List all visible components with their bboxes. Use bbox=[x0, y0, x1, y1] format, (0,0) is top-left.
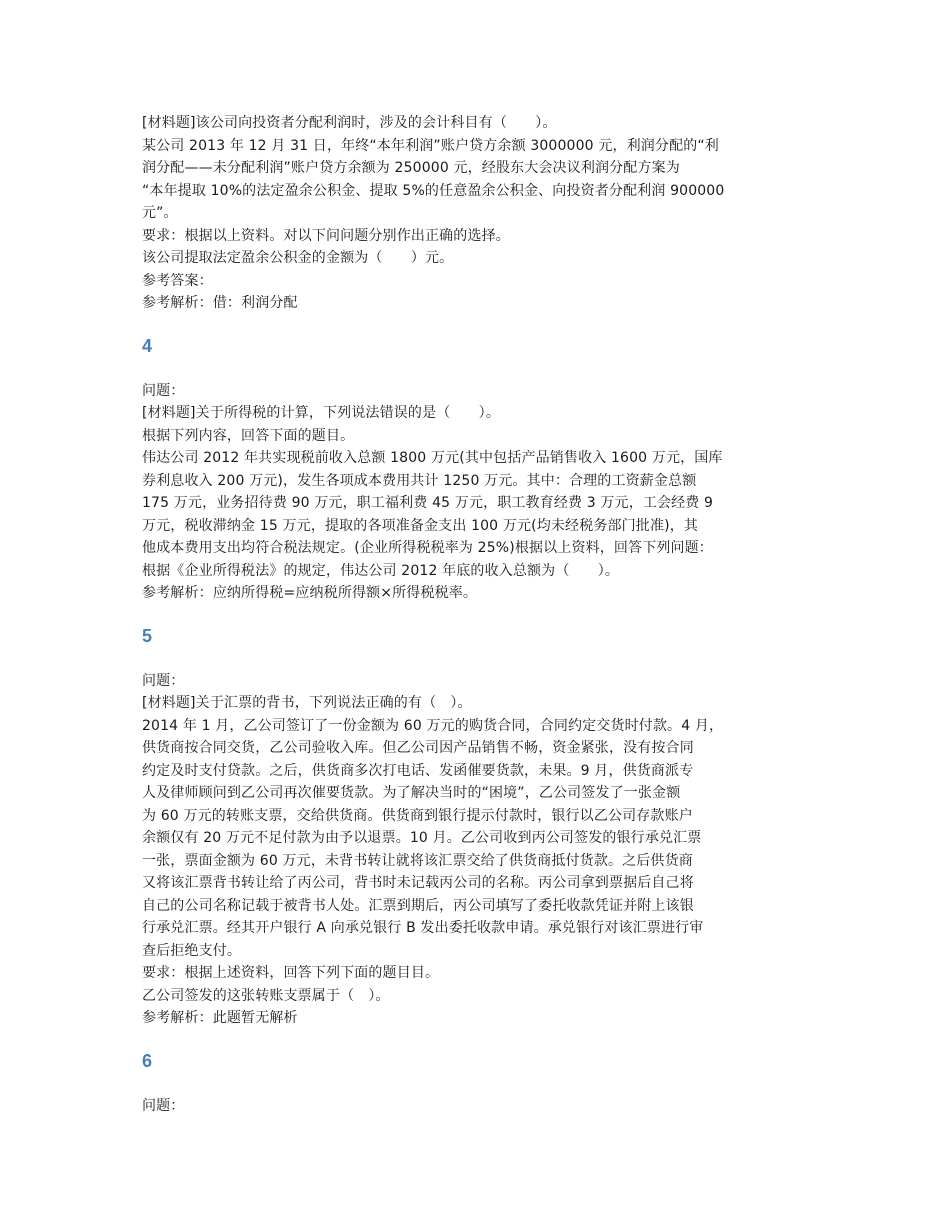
material-text: 券利息收入 200 万元)，发生各项成本费用共计 1250 万元。其中：合理的工资薪金总额 bbox=[142, 472, 697, 489]
question-label: 问题： bbox=[142, 1097, 185, 1114]
material-text: 余额仅有 20 万元不足付款为由予以退票。10 月。乙公司收到丙公司签发的银行承兑汇票 bbox=[142, 830, 702, 846]
question-4 bbox=[142, 380, 812, 605]
material-text: 一张，票面金额为 60 万元，未背书转让就将该汇票交给了供货商抵付货款。之后供货商 bbox=[142, 852, 693, 869]
material-text: 又将该汇票背书转让给了丙公司，背书时未记载丙公司的名称。丙公司拿到票据后自己将 bbox=[142, 875, 694, 891]
material-text: 供货商按合同交货，乙公司验收入库。但乙公司因产品销售不畅，资金紧张，没有按合同 bbox=[142, 740, 694, 756]
question-text: 该公司提取法定盈余公积金的金额为（ ）元。 bbox=[142, 250, 454, 266]
material-text: 人及律师顾问到乙公司再次催要货款。为了解决当时的“困境”，乙公司签发了一张金额 bbox=[142, 785, 681, 801]
question-3-tail bbox=[142, 112, 812, 315]
question-text: 乙公司签发的这张转账支票属于（ ）。 bbox=[142, 987, 390, 1004]
instruction-text: 根据下列内容，回答下面的题目。 bbox=[142, 427, 355, 444]
material-text: 行承兑汇票。经其开户银行 A 向承兑银行 B 发出委托收款申请。承兑银行对该汇票进行审 bbox=[142, 920, 704, 936]
material-text: 175 万元，业务招待费 90 万元，职工福利费 45 万元，职工教育经费 3 万元，工会经费 9 bbox=[142, 495, 714, 511]
requirement-text: 要求：根据以上资料。对以下问问题分别作出正确的选择。 bbox=[142, 227, 510, 244]
material-text: 自己的公司名称记载于被背书人处。汇票到期后，丙公司填写了委托收款凭证并附上该银 bbox=[142, 897, 694, 914]
question-number-6: 6 bbox=[142, 1050, 153, 1071]
question-text: 根据《企业所得税法》的规定，伟达公司 2012 年底的收入总额为（ ）。 bbox=[142, 562, 620, 579]
question-6 bbox=[142, 1095, 812, 1118]
question-5 bbox=[142, 670, 812, 1030]
material-text: “本年提取 10%的法定盈余公积金、提取 5%的任意盈余公积金、向投资者分配利润 900000 bbox=[142, 182, 725, 199]
question-number-5: 5 bbox=[142, 625, 153, 646]
material-text: 万元，税收滞纳金 15 万元，提取的各项准备金支出 100 万元(均未经税务部门批准)，其 bbox=[142, 517, 699, 534]
question-number-4: 4 bbox=[142, 335, 153, 356]
question-label: 问题： bbox=[142, 382, 185, 399]
material-text: 元”。 bbox=[142, 205, 178, 221]
material-text: 伟达公司 2012 年共实现税前收入总额 1800 万元(其中包括产品销售收入 1600 万元，国库 bbox=[142, 450, 723, 466]
document-page bbox=[142, 112, 812, 1117]
material-question: [材料题]关于所得税的计算，下列说法错误的是（ ）。 bbox=[142, 405, 500, 421]
material-text: 润分配——未分配利润”账户贷方余额为 250000 元，经股东大会决议利润分配方案为 bbox=[142, 160, 680, 176]
material-text: 查后拒绝支付。 bbox=[142, 942, 242, 959]
reference-answer: 参考答案： bbox=[142, 272, 213, 289]
reference-analysis: 参考解析：应纳所得税=应纳税所得额×所得税税率。 bbox=[142, 585, 478, 601]
reference-analysis: 参考解析：此题暂无解析 bbox=[142, 1010, 298, 1026]
material-question: [材料题]关于汇票的背书，下列说法正确的有（ ）。 bbox=[142, 695, 472, 711]
material-question: [材料题]该公司向投资者分配利润时，涉及的会计科目有（ ）。 bbox=[142, 115, 557, 131]
material-text: 他成本费用支出均符合税法规定。(企业所得税税率为 25%)根据以上资料，回答下列问题： bbox=[142, 540, 713, 556]
material-text: 为 60 万元的转账支票，交给供货商。供货商到银行提示付款时，银行以乙公司存款账户 bbox=[142, 807, 693, 824]
material-text: 某公司 2013 年 12 月 31 日，年终“本年利润”账户贷方余额 3000000 元，利润分配的“利 bbox=[142, 137, 719, 154]
material-text: 约定及时支付贷款。之后，供货商多次打电话、发函催要货款，未果。9 月，供货商派专 bbox=[142, 762, 694, 779]
material-text: 2014 年 1 月，乙公司签订了一份金额为 60 万元的购货合同，合同约定交货时付款。4 月， bbox=[142, 717, 724, 734]
requirement-text: 要求：根据上述资料，回答下列下面的题目目。 bbox=[142, 965, 440, 981]
reference-analysis: 参考解析：借：利润分配 bbox=[142, 295, 298, 311]
question-label: 问题： bbox=[142, 672, 185, 689]
